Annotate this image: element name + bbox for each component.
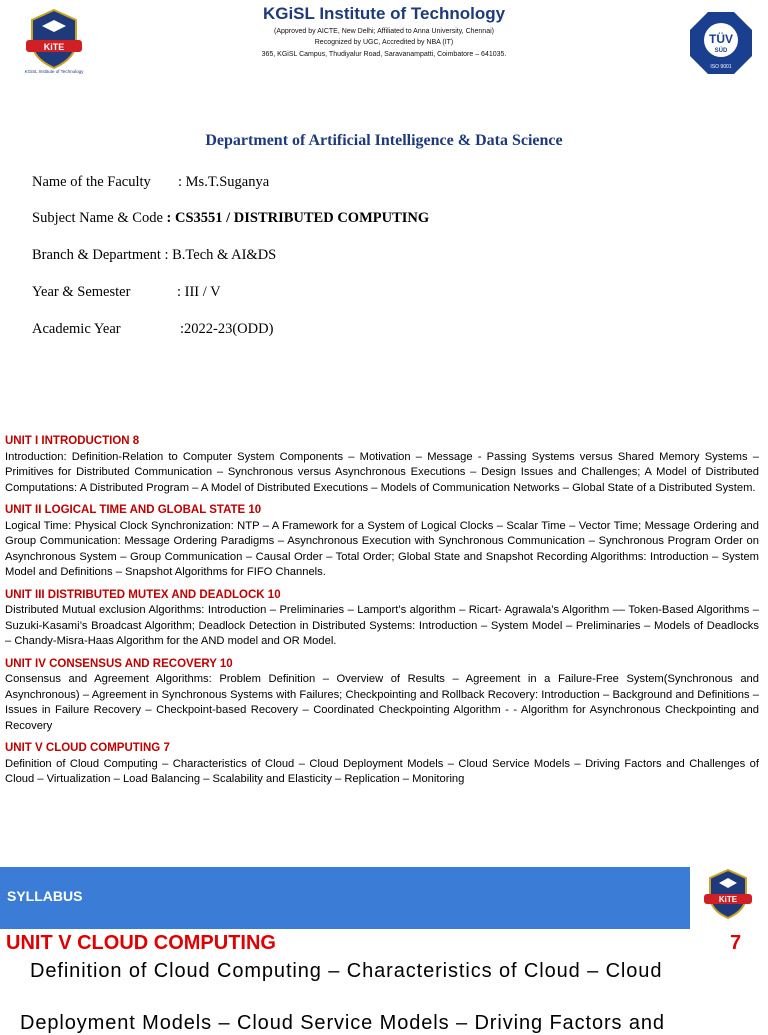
unit-description: Logical Time: Physical Clock Synchronization: NTP – A Framework for a System of Logical Clocks – Scalar Time – Vector Time; Message Ordering and Group Communication: Message Ordering Paradigms – Asynchronous Execution with Synchronous Communication – Synchronous Program Order on Asynchronous System – Group Communication – Causal Order – Total Order; Global State and Snapshot Recording Algorithms: Introduction – System Model and Definitions – Snapshot Algorithms for FIFO Channels. [5, 519, 759, 578]
unit-title: UNIT I INTRODUCTION 8 [5, 435, 140, 447]
unit-title: UNIT V CLOUD COMPUTING 7 [5, 742, 170, 754]
kite-logo-small-icon [700, 866, 756, 932]
unit-description: Consensus and Agreement Algorithms: Problem Definition – Overview of Results – Agreement in a Failure-Free System(Synchronous and Asynchronous) – Agreement in Synchronous Systems with Failures; Checkpointing and Rollback Recovery: Introduction – Background and Definitions – Issues in Failure Recovery – Checkpoint-based Recovery – Coordinated Checkpointing Algorithm - - Algorithm for Asynchronous Checkpointing and Recovery [5, 673, 759, 732]
unit-title: UNIT II LOGICAL TIME AND GLOBAL STATE 10 [5, 504, 262, 516]
unit-block [5, 741, 759, 788]
svg-text:KGiSL Institute of Technology: KGiSL Institute of Technology [24, 69, 84, 74]
unit-description: Distributed Mutual exclusion Algorithms: Introduction – Preliminaries – Lamport’s algorithm – Ricart- Agrawala’s Algorithm –– Token-Based Algorithms – Suzuki-Kasami’s Broadcast Algorithm; Deadlock Detection in Distributed Systems: Introduction – System Model – Preliminaries – Models of Deadlocks – Chandy-Misra-Haas Algorithm for the AND model and OR Model. [5, 604, 759, 647]
institute-name: KGiSL Institute of Technology [262, 4, 506, 23]
syllabus-bar [0, 867, 690, 929]
unit-block [5, 503, 759, 581]
svg-text:KiTE: KiTE [718, 895, 738, 904]
svg-text:SÜD: SÜD [714, 48, 728, 54]
unit-title: UNIT IV CONSENSUS AND RECOVERY 10 [5, 657, 233, 670]
faculty-label: Name of the Faculty [32, 174, 151, 190]
year-label: Year & Semester [32, 284, 131, 300]
approval-line: (Approved by AICTE, New Delhi; Affiliated to Anna University, Chennai) [274, 28, 494, 35]
unit-block [5, 588, 759, 650]
academic-year-value: :2022-23(ODD) [180, 321, 274, 337]
svg-text:TÜV: TÜV [709, 32, 733, 46]
academic-year-label: Academic Year [32, 321, 121, 337]
svg-text:KiTE: KiTE [43, 42, 65, 52]
slide-unit-hours: 7 [730, 932, 742, 954]
subject-value: : CS3551 / DISTRIBUTED COMPUTING [166, 210, 430, 226]
faculty-row [32, 174, 269, 191]
department-title: Department of Artificial Intelligence & Data Science [205, 132, 563, 149]
slide-unit-text-line: Definition of Cloud Computing – Characteristics of Cloud – Cloud [30, 960, 663, 982]
subject-row [32, 210, 429, 227]
branch-value: : B.Tech & AI&DS [164, 247, 277, 263]
svg-text:ISO 9001: ISO 9001 [710, 64, 732, 70]
unit-description: Definition of Cloud Computing – Characteristics of Cloud – Cloud Deployment Models – Cloud Service Models – Driving Factors and Challenges of Cloud – Virtualization – Load Balancing – Scalability and Elasticity – Replication – Monitoring [5, 757, 759, 785]
year-value: : III / V [177, 284, 221, 300]
branch-row [32, 247, 276, 264]
unit-block [5, 657, 759, 735]
syllabus-bar-label: SYLLABUS [7, 888, 83, 904]
branch-label: Branch & Department [32, 247, 161, 263]
tuv-sud-logo-icon [688, 10, 754, 76]
slide-unit-heading: UNIT V CLOUD COMPUTING [6, 932, 276, 954]
unit-description: Introduction: Definition-Relation to Computer System Components – Motivation – Message - Passing Systems versus Shared Memory Systems – Primitives for Distributed Communication – Synchronous versus Asynchronous Executions – Design Issues and Challenges; A Model of Distributed Computations: A Distributed Program – A Model of Distributed Executions – Models of Communication Networks – Global State of a Distributed System. [5, 450, 759, 494]
faculty-value: : Ms.T.Suganya [178, 174, 270, 190]
unit-block [5, 434, 759, 496]
address-line: 365, KGiSL Campus, Thudiyalur Road, Saravanampatti, Coimbatore – 641035. [261, 51, 507, 58]
page-header [0, 0, 768, 80]
academic-year-row [32, 321, 273, 338]
year-row [32, 284, 221, 301]
recognition-line: Recognized by UGC, Accredited by NBA (IT) [314, 39, 454, 46]
syllabus-units [5, 434, 759, 795]
slide-unit-text-line: Deployment Models – Cloud Service Models – Driving Factors and [20, 1012, 665, 1034]
unit-title: UNIT III DISTRIBUTED MUTEX AND DEADLOCK 10 [5, 588, 281, 601]
subject-label: Subject Name & Code [32, 210, 163, 226]
